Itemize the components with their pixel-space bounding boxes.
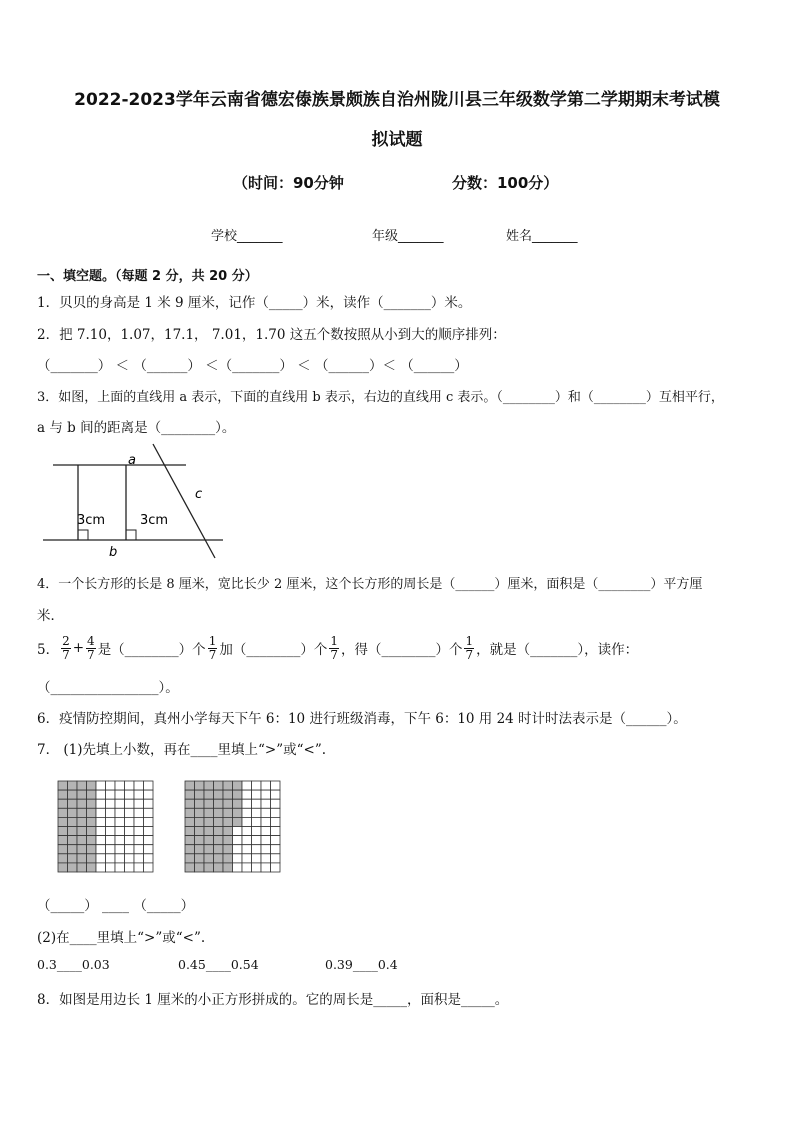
- grid-cell: [261, 817, 271, 826]
- grid-cell-shaded: [223, 781, 233, 790]
- grid-cell: [233, 845, 243, 854]
- comparison-3: 0.39____0.4: [325, 957, 398, 972]
- grid-cell-shaded: [195, 817, 205, 826]
- grid-cell-shaded: [195, 836, 205, 845]
- grid-cell-shaded: [195, 854, 205, 863]
- grid-cell-shaded: [87, 790, 97, 799]
- question-5-part-get: ，得（________）个: [340, 642, 463, 658]
- grid-cell: [233, 863, 243, 872]
- grid-cell: [115, 799, 125, 808]
- grid-cell-shaded: [77, 836, 87, 845]
- page-title-line1: 2022-2023学年云南省德宏傣族景颇族自治州陇川县三年级数学第二学期期末考试模: [74, 90, 720, 110]
- grid-cell-shaded: [87, 799, 97, 808]
- question-5-reading: （________________）。: [37, 680, 179, 696]
- grid-cell-shaded: [185, 854, 195, 863]
- grid-cell: [242, 790, 252, 799]
- grid-cell: [261, 827, 271, 836]
- grid-cell: [96, 827, 106, 836]
- grid-cell: [134, 845, 144, 854]
- grid-cell: [134, 799, 144, 808]
- grid-cell: [271, 817, 281, 826]
- grade-field: 年级_______: [372, 229, 444, 244]
- grid-cell: [242, 808, 252, 817]
- grid-cell: [261, 808, 271, 817]
- question-5-part-plus: 加（________）个: [219, 642, 328, 658]
- question-3-text: 3．如图，上面的直线用 a 表示，下面的直线用 b 表示，右边的直线用 c 表示。（________）和（________）互相平行，: [37, 390, 724, 405]
- grid-cell-shaded: [233, 817, 243, 826]
- decimal-grid-1: [57, 780, 154, 873]
- grid-cell: [106, 799, 116, 808]
- grid-cell-shaded: [204, 845, 214, 854]
- grid-cell-shaded: [77, 781, 87, 790]
- right-angle-mark-left: [78, 530, 88, 540]
- grid-cell: [233, 854, 243, 863]
- question-2-text: 2．把 7.10，1.07，17.1， 7.01，1.70 这五个数按照从小到大的顺序排列：: [37, 327, 506, 343]
- question-7-part2: (2)在____里填上“>”或“<”.: [37, 930, 206, 946]
- grid-cell-shaded: [204, 799, 214, 808]
- grid-cell: [106, 854, 116, 863]
- question-2-blanks: （_______） ＜ （______） ＜（_______） ＜ （______）＜ （______）: [37, 358, 468, 374]
- grid-cell-shaded: [223, 790, 233, 799]
- grid-cell-shaded: [68, 827, 78, 836]
- grid-cell-shaded: [58, 790, 68, 799]
- grid-cell: [242, 863, 252, 872]
- grid-cell: [106, 790, 116, 799]
- grid-cell-shaded: [214, 827, 224, 836]
- grid-cell-shaded: [233, 781, 243, 790]
- grid-cell-shaded: [58, 827, 68, 836]
- grid-cell-shaded: [185, 836, 195, 845]
- grid-cell: [125, 817, 135, 826]
- grid-cell: [106, 827, 116, 836]
- grid-cell-shaded: [58, 799, 68, 808]
- grid-cell-shaded: [195, 799, 205, 808]
- grid-cell: [271, 790, 281, 799]
- grid-cell: [271, 836, 281, 845]
- grid-cell-shaded: [87, 808, 97, 817]
- grid-cell: [125, 827, 135, 836]
- grid-cell: [261, 781, 271, 790]
- grid-cell: [144, 827, 154, 836]
- grid-cell: [106, 781, 116, 790]
- grid-cell: [96, 863, 106, 872]
- grid-cell-shaded: [68, 781, 78, 790]
- grid-cell-shaded: [214, 808, 224, 817]
- grid-cell: [115, 827, 125, 836]
- grid-cell-shaded: [195, 781, 205, 790]
- grid-cell: [125, 854, 135, 863]
- grid-cell: [96, 799, 106, 808]
- grid-cell-shaded: [204, 808, 214, 817]
- grid-cell-shaded: [87, 836, 97, 845]
- grid-cell: [134, 836, 144, 845]
- exam-score: 分数：100分）: [452, 174, 559, 192]
- grid-cell: [125, 836, 135, 845]
- grid-cell: [125, 845, 135, 854]
- grid-cell-shaded: [185, 817, 195, 826]
- grid-cell: [96, 836, 106, 845]
- grid-cell: [115, 863, 125, 872]
- grid-cell: [144, 781, 154, 790]
- school-field: 学校_______: [211, 229, 283, 244]
- grid-cell: [144, 854, 154, 863]
- grid-cell: [134, 817, 144, 826]
- fraction-1-7-b: $\frac{1}{7}$: [330, 633, 338, 662]
- fraction-2-7: $\frac{2}{7}$: [62, 633, 70, 662]
- question-5-part-tail: ，就是（_______），读作：: [476, 642, 639, 658]
- fraction-1-7-c: $\frac{1}{7}$: [465, 633, 474, 662]
- grid-cell-shaded: [87, 781, 97, 790]
- grid-cell-shaded: [214, 854, 224, 863]
- grid-cell-shaded: [58, 817, 68, 826]
- grid-cell-shaded: [204, 827, 214, 836]
- grid-cell-shaded: [214, 817, 224, 826]
- grid-cell: [252, 863, 262, 872]
- grid-cell: [271, 827, 281, 836]
- grid-cell-shaded: [68, 836, 78, 845]
- grid-cell-shaded: [77, 854, 87, 863]
- question-7-answers: （_____） ____ （_____）: [37, 898, 195, 914]
- grid-cell-shaded: [195, 808, 205, 817]
- grid-cell-shaded: [58, 863, 68, 872]
- grid-cell-shaded: [223, 863, 233, 872]
- fraction-4-7: $\frac{4}{7}$: [87, 633, 95, 662]
- grid-cell: [252, 845, 262, 854]
- grid-cell-shaded: [58, 808, 68, 817]
- grid-cell-shaded: [185, 808, 195, 817]
- grid-cell-shaded: [77, 863, 87, 872]
- grid-cell-shaded: [214, 836, 224, 845]
- grid-cell-shaded: [68, 799, 78, 808]
- grid-cell-shaded: [185, 781, 195, 790]
- grid-cell-shaded: [223, 836, 233, 845]
- grid-cell: [242, 845, 252, 854]
- grid-cell: [106, 817, 116, 826]
- page-title-line2: 拟试题: [371, 130, 423, 150]
- grid-cell: [134, 781, 144, 790]
- grid-cell: [144, 836, 154, 845]
- grid-cell-shaded: [68, 790, 78, 799]
- grid-cell: [125, 781, 135, 790]
- grid-cell: [115, 808, 125, 817]
- grid-cell-shaded: [185, 790, 195, 799]
- grid-cell: [144, 790, 154, 799]
- grid-cell: [144, 808, 154, 817]
- grid-cell: [271, 863, 281, 872]
- grid-cell: [115, 790, 125, 799]
- grid-cell-shaded: [77, 817, 87, 826]
- grid-cell: [252, 854, 262, 863]
- grid-cell-shaded: [214, 799, 224, 808]
- question-5-number: 5．: [37, 642, 60, 658]
- parallel-lines-figure: [38, 440, 228, 565]
- grid-cell-shaded: [195, 845, 205, 854]
- question-6: 6．疫情防控期间，真州小学每天下午 6：10 进行班级消毒，下午 6：10 用 24 时计时法表示是（______）。: [37, 711, 687, 727]
- grid-cell-shaded: [223, 845, 233, 854]
- grid-cell: [106, 845, 116, 854]
- grid-cell: [144, 799, 154, 808]
- grid-cell: [233, 827, 243, 836]
- grid-cell: [144, 817, 154, 826]
- grid-cell-shaded: [214, 863, 224, 872]
- grid-cell-shaded: [87, 854, 97, 863]
- grid-cell-shaded: [77, 799, 87, 808]
- grid-cell: [106, 863, 116, 872]
- grid-cell-shaded: [58, 781, 68, 790]
- question-1: 1．贝贝的身高是 1 米 9 厘米，记作（_____）米，读作（_______）米。: [37, 295, 472, 311]
- grid-cell: [271, 781, 281, 790]
- grid-cell-shaded: [204, 781, 214, 790]
- fraction-1-7-a: $\frac{1}{7}$: [208, 633, 217, 662]
- grid-cell-shaded: [233, 799, 243, 808]
- grid-cell: [242, 799, 252, 808]
- grid-cell: [106, 836, 116, 845]
- grid-cell-shaded: [77, 808, 87, 817]
- grid-cell-shaded: [214, 790, 224, 799]
- grid-cell-shaded: [223, 817, 233, 826]
- question-4-text: 4．一个长方形的长是 8 厘米，宽比长少 2 厘米，这个长方形的周长是（______）厘米，面积是（________）平方厘: [37, 577, 703, 592]
- grid-cell-shaded: [223, 808, 233, 817]
- grid-cell: [96, 808, 106, 817]
- grid-cell: [96, 781, 106, 790]
- grid-cell: [261, 863, 271, 872]
- grid-cell: [134, 790, 144, 799]
- distance-label-right: 3cm: [140, 513, 169, 528]
- grid-cell: [125, 799, 135, 808]
- line-c: [153, 444, 215, 558]
- grid-cell-shaded: [68, 863, 78, 872]
- label-b: b: [109, 545, 118, 560]
- grid-cell: [96, 817, 106, 826]
- grid-cell: [115, 817, 125, 826]
- grid-cell: [115, 854, 125, 863]
- grid-cell-shaded: [68, 854, 78, 863]
- grid-cell-shaded: [204, 863, 214, 872]
- grid-cell: [261, 790, 271, 799]
- grid-cell: [115, 781, 125, 790]
- grid-cell-shaded: [223, 799, 233, 808]
- question-5-part-is: 是（________）个: [97, 642, 206, 658]
- grid-cell-shaded: [87, 863, 97, 872]
- grid-cell-shaded: [223, 827, 233, 836]
- grid-cell-shaded: [185, 863, 195, 872]
- grid-cell: [115, 845, 125, 854]
- question-7-text: 7． (1)先填上小数，再在____里填上“>”或“<”.: [37, 742, 327, 758]
- grid-cell-shaded: [68, 845, 78, 854]
- grid-cell: [252, 827, 262, 836]
- grid-cell: [96, 854, 106, 863]
- grid-cell-shaded: [195, 790, 205, 799]
- grid-cell-shaded: [204, 854, 214, 863]
- grid-cell-shaded: [214, 781, 224, 790]
- grid-cell-shaded: [185, 845, 195, 854]
- grid-cell-shaded: [77, 827, 87, 836]
- grid-cell-shaded: [185, 827, 195, 836]
- label-a: a: [128, 453, 136, 468]
- grid-cell: [252, 808, 262, 817]
- grid-cell-shaded: [58, 854, 68, 863]
- grid-cell: [242, 854, 252, 863]
- grid-cell-shaded: [68, 817, 78, 826]
- grid-cell: [271, 799, 281, 808]
- grid-cell-shaded: [204, 836, 214, 845]
- plus-sign: +: [72, 640, 85, 656]
- grid-cell-shaded: [87, 845, 97, 854]
- grid-cell: [125, 790, 135, 799]
- grid-cell: [242, 817, 252, 826]
- grid-cell: [252, 817, 262, 826]
- label-c: c: [195, 487, 203, 502]
- grid-cell: [252, 781, 262, 790]
- grid-cell: [144, 863, 154, 872]
- grid-cell: [134, 863, 144, 872]
- grid-cell: [233, 836, 243, 845]
- grid-cell-shaded: [195, 863, 205, 872]
- grid-cell-shaded: [233, 790, 243, 799]
- grid-cell: [115, 836, 125, 845]
- grid-cell: [252, 799, 262, 808]
- grid-cell: [106, 808, 116, 817]
- grid-cell: [261, 799, 271, 808]
- grid-cell: [242, 827, 252, 836]
- grid-cell-shaded: [204, 790, 214, 799]
- decimal-grid-2: [184, 780, 281, 873]
- section-heading: 一、填空题。（每题 2 分，共 20 分）: [37, 269, 258, 284]
- grid-cell: [242, 836, 252, 845]
- question-8: 8．如图是用边长 1 厘米的小正方形拼成的。它的周长是_____，面积是_____。: [37, 992, 509, 1008]
- comparison-1: 0.3____0.03: [37, 957, 110, 972]
- grid-cell-shaded: [77, 790, 87, 799]
- grid-cell: [144, 845, 154, 854]
- name-field: 姓名_______: [506, 229, 578, 244]
- grid-cell-shaded: [223, 854, 233, 863]
- question-3-distance: a 与 b 间的距离是（________）。: [37, 420, 236, 436]
- grid-cell-shaded: [68, 808, 78, 817]
- grid-cell: [134, 854, 144, 863]
- grid-cell-shaded: [87, 817, 97, 826]
- grid-cell: [252, 790, 262, 799]
- distance-label-left: 3cm: [77, 513, 106, 528]
- grid-cell: [271, 845, 281, 854]
- grid-cell-shaded: [233, 808, 243, 817]
- grid-cell-shaded: [204, 817, 214, 826]
- grid-cell: [125, 863, 135, 872]
- question-5: [37, 630, 638, 666]
- grid-cell-shaded: [58, 836, 68, 845]
- grid-cell: [261, 836, 271, 845]
- exam-time: （时间：90分钟: [233, 174, 344, 192]
- grid-cell-shaded: [58, 845, 68, 854]
- right-angle-mark-right: [126, 530, 136, 540]
- question-4-tail: 米．: [37, 608, 64, 624]
- grid-cell: [96, 790, 106, 799]
- grid-cell: [125, 808, 135, 817]
- grid-cell-shaded: [214, 845, 224, 854]
- grid-cell: [261, 854, 271, 863]
- grid-cell: [134, 827, 144, 836]
- grid-cell-shaded: [195, 827, 205, 836]
- grid-cell: [96, 845, 106, 854]
- grid-cell-shaded: [185, 799, 195, 808]
- grid-cell: [271, 854, 281, 863]
- grid-cell-shaded: [87, 827, 97, 836]
- comparison-2: 0.45____0.54: [178, 957, 259, 972]
- grid-cell: [261, 845, 271, 854]
- grid-cell: [252, 836, 262, 845]
- grid-cell: [242, 781, 252, 790]
- grid-cell-shaded: [77, 845, 87, 854]
- grid-cell: [134, 808, 144, 817]
- grid-cell: [271, 808, 281, 817]
